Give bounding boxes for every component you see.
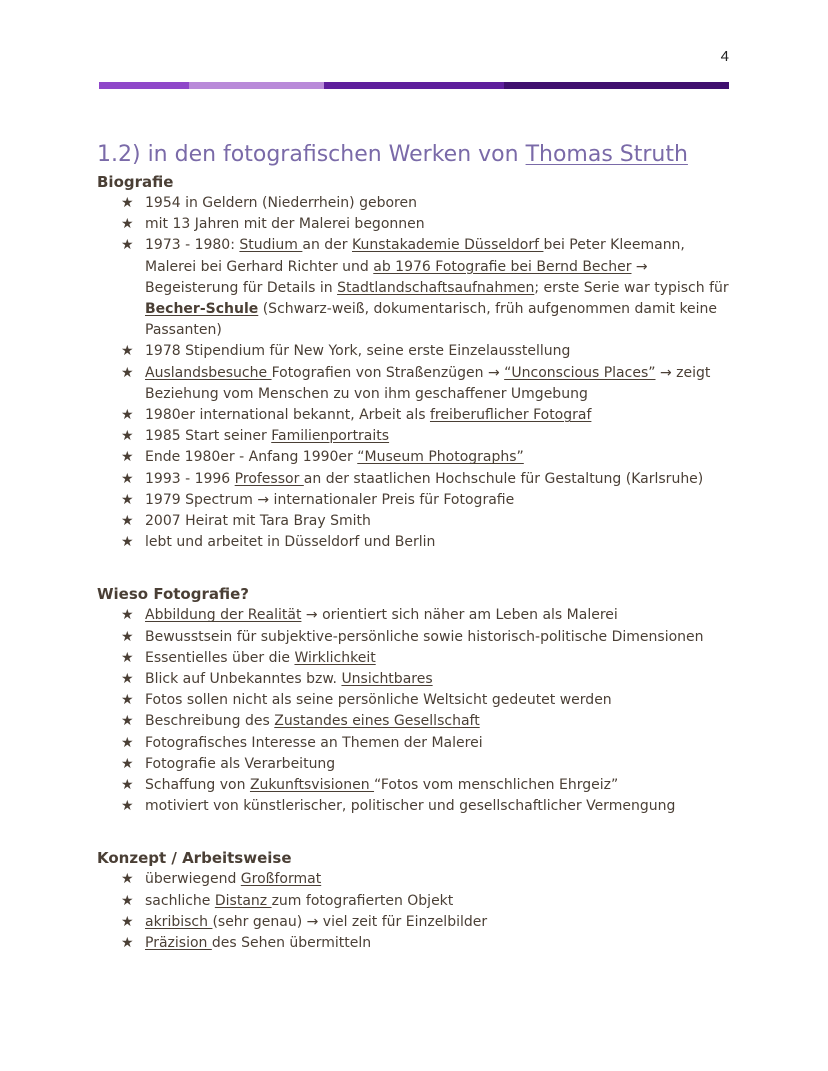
list-item <box>97 469 737 490</box>
list-item <box>97 912 737 933</box>
list-item <box>97 690 737 711</box>
underlined-term: “Museum Photographs” <box>357 449 524 466</box>
section-heading: Biografie <box>97 173 174 191</box>
text-run: motiviert von künstlerischer, politischer und gesellschaftlicher Vermengung <box>145 798 676 815</box>
star-bullet-icon: ★ <box>121 237 134 254</box>
text-run: sachliche <box>145 892 215 909</box>
section-heading: Wieso Fotografie? <box>97 585 249 604</box>
list-item <box>97 511 737 532</box>
text-run: Fotos sollen nicht als seine persönliche Weltsicht gedeutet werden <box>145 692 612 709</box>
underlined-term: ab 1976 Fotografie bei Bernd Becher <box>373 258 632 275</box>
text-run: (sehr genau) → viel zeit für Einzelbilder <box>212 913 488 930</box>
star-bullet-icon: ★ <box>121 713 134 730</box>
text-run: 1954 in Geldern (Niederrhein) geboren <box>145 195 417 211</box>
text-run: zum fotografierten Objekt <box>271 892 454 909</box>
text-run: überwiegend <box>145 871 241 888</box>
text-run: an der staatlichen Hochschule für Gestaltung (Karlsruhe) <box>303 470 704 487</box>
list-item <box>97 605 737 626</box>
text-run: Blick auf Unbekanntes bzw. <box>145 671 342 688</box>
star-bullet-icon: ★ <box>121 649 134 666</box>
underlined-term: Großformat <box>240 871 322 888</box>
list-item <box>97 933 737 954</box>
text-run: “Fotos vom menschlichen Ehrgeiz” <box>374 777 619 794</box>
header-color-bar <box>99 82 729 89</box>
list-item <box>97 796 737 817</box>
color-bar-segment <box>189 82 324 89</box>
star-bullet-icon: ★ <box>121 449 134 466</box>
color-bar-segment <box>324 82 504 89</box>
text-run: Schaffung von <box>145 777 250 794</box>
sections-container <box>97 172 737 954</box>
underlined-term: Distanz <box>214 892 272 909</box>
underlined-term: Präzision <box>145 935 212 952</box>
text-run: 1985 Start seiner <box>145 428 272 445</box>
text-run: 1978 Stipendium für New York, seine erste Einzelausstellung <box>145 343 571 360</box>
star-bullet-icon: ★ <box>121 692 134 709</box>
underlined-term: Familienportraits <box>271 428 390 445</box>
text-run: des Sehen übermitteln <box>211 935 372 952</box>
list-item <box>97 214 737 235</box>
page-title <box>97 138 737 172</box>
list-item <box>97 405 737 426</box>
underlined-term: Zukunftsvisionen <box>249 777 375 794</box>
underlined-term: freiberuflicher Fotograf <box>429 407 592 424</box>
star-bullet-icon: ★ <box>121 428 134 445</box>
list-item <box>97 733 737 754</box>
star-bullet-icon: ★ <box>121 628 134 645</box>
underlined-term: Wirklichkeit <box>294 649 376 666</box>
document-content <box>97 138 737 954</box>
text-run: → orientiert sich näher am Leben als Malerei <box>301 607 618 624</box>
list-item <box>97 341 737 362</box>
list-item <box>97 869 737 890</box>
underlined-term: Stadtlandschaftsaufnahmen <box>337 279 535 296</box>
text-run: Fotografien von Straßenzügen → <box>271 364 505 381</box>
underlined-term: Abbildung der Realität <box>145 607 302 624</box>
text-run: Essentielles über die <box>145 649 295 666</box>
underlined-term: “Unconscious Places” <box>504 364 656 381</box>
list-item <box>97 235 737 341</box>
underlined-term: Unsichtbares <box>341 671 433 688</box>
list-item <box>97 775 737 796</box>
star-bullet-icon: ★ <box>121 607 134 624</box>
text-run: → Begeisterung für Details in <box>145 258 648 296</box>
underlined-term: akribisch <box>145 913 213 930</box>
star-bullet-icon: ★ <box>121 470 134 487</box>
text-run: lebt und arbeitet in Düsseldorf und Berlin <box>145 534 436 551</box>
star-bullet-icon: ★ <box>121 777 134 794</box>
text-run: Bewusstsein für subjektive-persönliche sowie historisch-politische Dimensionen <box>145 628 704 645</box>
star-bullet-icon: ★ <box>121 534 134 551</box>
color-bar-segment <box>99 82 189 89</box>
text-run: Ende 1980er - Anfang 1990er <box>145 449 358 466</box>
section-spacer <box>97 817 737 848</box>
text-run: Fotografie als Verarbeitung <box>145 755 336 772</box>
section-heading: Konzept / Arbeitsweise <box>97 849 292 868</box>
star-bullet-icon: ★ <box>121 734 134 751</box>
underlined-term: Studium <box>239 237 303 254</box>
text-run: 1993 - 1996 <box>145 470 235 487</box>
star-bullet-icon: ★ <box>121 755 134 772</box>
list-item <box>97 711 737 732</box>
star-bullet-icon: ★ <box>121 871 134 888</box>
star-bullet-icon: ★ <box>121 216 134 233</box>
text-run: Fotografisches Interesse an Themen der Malerei <box>145 734 483 751</box>
text-run: 2007 Heirat mit Tara Bray Smith <box>145 513 371 530</box>
star-bullet-icon: ★ <box>121 892 134 909</box>
title-prefix: 1.2) in den fotografischen Werken von <box>97 142 526 167</box>
text-run: (Schwarz-weiß, dokumentarisch, früh aufgenommen damit keine Passanten) <box>145 301 718 339</box>
section-spacer <box>97 553 737 584</box>
text-run: ; erste Serie war typisch für <box>534 279 729 296</box>
list-item <box>97 891 737 912</box>
star-bullet-icon: ★ <box>121 513 134 530</box>
text-run: → zeigt Beziehung vom Menschen zu von ihm geschaffener Umgebung <box>145 364 711 402</box>
list-item <box>97 363 737 405</box>
text-run: mit 13 Jahren mit der Malerei begonnen <box>145 216 425 233</box>
page-number: 4 <box>720 48 729 65</box>
bullet-list <box>97 193 737 553</box>
list-item <box>97 193 737 214</box>
bullet-list <box>97 605 737 817</box>
text-run: 1979 Spectrum → internationaler Preis für Fotografie <box>145 491 515 508</box>
list-item <box>97 426 737 447</box>
underlined-term: Auslandsbesuche <box>145 364 272 381</box>
list-item <box>97 532 737 553</box>
list-item <box>97 490 737 511</box>
bullet-list <box>97 869 737 954</box>
list-item <box>97 669 737 690</box>
star-bullet-icon: ★ <box>121 913 134 930</box>
list-item <box>97 754 737 775</box>
text-run: 1980er international bekannt, Arbeit als <box>145 407 430 424</box>
list-item <box>97 447 737 468</box>
text-run: an der <box>302 237 352 254</box>
star-bullet-icon: ★ <box>121 491 134 508</box>
star-bullet-icon: ★ <box>121 671 134 688</box>
star-bullet-icon: ★ <box>121 407 134 424</box>
star-bullet-icon: ★ <box>121 364 134 381</box>
star-bullet-icon: ★ <box>121 195 134 211</box>
text-run: bei Peter Kleemann, Malerei bei Gerhard Richter und <box>145 237 685 275</box>
underlined-term: Professor <box>234 470 304 487</box>
star-bullet-icon: ★ <box>121 798 134 815</box>
list-item <box>97 648 737 669</box>
title-link-thomas-struth[interactable]: Thomas Struth <box>525 142 688 167</box>
underlined-term: Kunstakademie Düsseldorf <box>352 237 544 254</box>
underlined-term: Zustandes eines Gesellschaft <box>274 713 480 730</box>
text-run: 1973 - 1980: <box>145 237 240 254</box>
underlined-term: Becher-Schule <box>145 301 259 318</box>
star-bullet-icon: ★ <box>121 935 134 952</box>
text-run: Beschreibung des <box>145 713 275 730</box>
color-bar-segment <box>504 82 729 89</box>
star-bullet-icon: ★ <box>121 343 134 360</box>
list-item <box>97 627 737 648</box>
